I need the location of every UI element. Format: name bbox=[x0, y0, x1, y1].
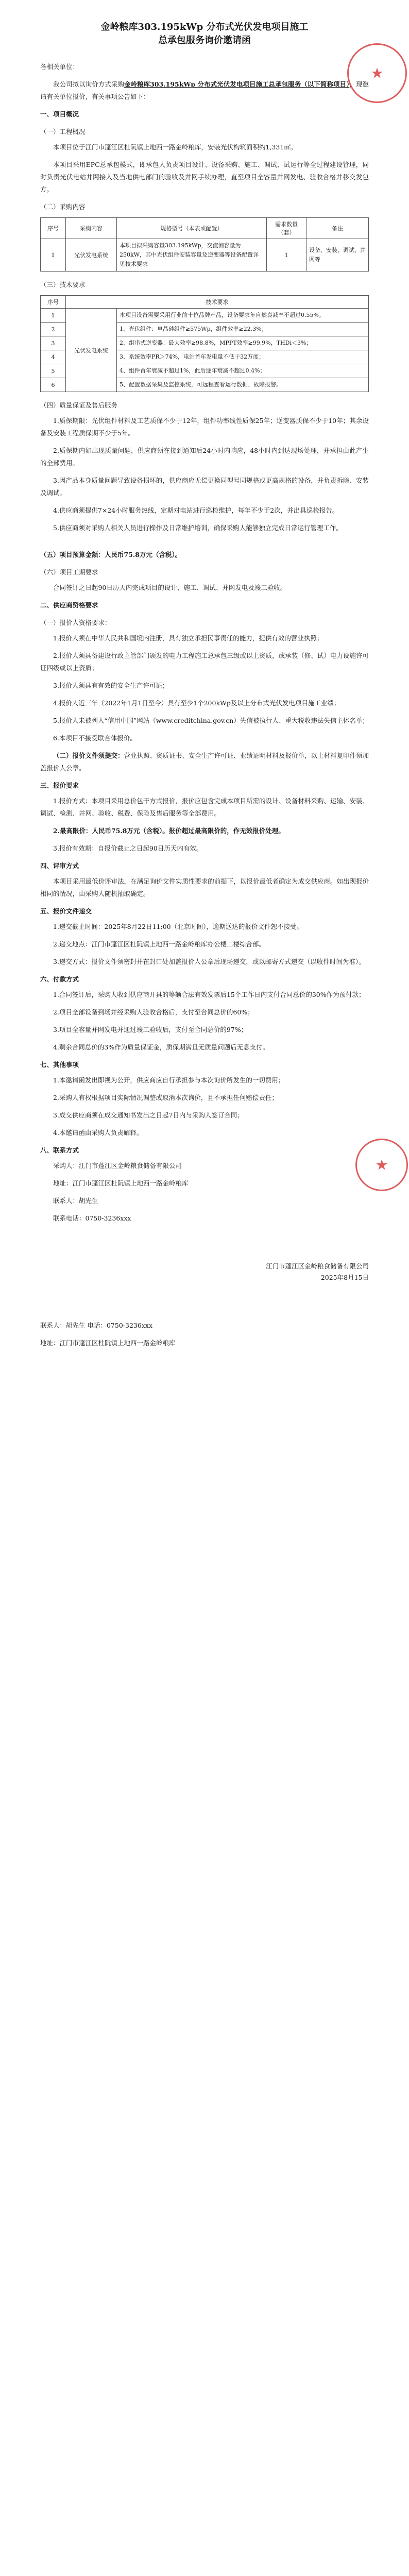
payment-item: 3.项目全容量并网发电并通过竣工验收后，支付至合同总价的97%； bbox=[53, 1026, 248, 1033]
section-4-heading: 四、评审方式 bbox=[40, 862, 79, 870]
seal-star-icon: ★ bbox=[370, 64, 384, 82]
qualification-intro: （一）报价人资格要求： bbox=[40, 619, 111, 626]
section-3-heading: 三、报价要求 bbox=[40, 782, 79, 789]
contact-line: 地址：江门市蓬江区杜阮镇上地西一路金岭粮库 bbox=[53, 1179, 189, 1187]
table-row: 4 3、系统效率PR＞74%，电站首年发电量不低于32万度； bbox=[41, 350, 369, 364]
submission-item: 1.递交截止时间：2025年8月22日11:00（北京时间），逾期送达的报价文件恕不接受。 bbox=[53, 923, 303, 930]
price-item: 3.报价有效期：自报价截止之日起90日历天内有效。 bbox=[53, 844, 203, 852]
paragraph-period: 合同签订之日起90日历天内完成项目的设计、施工、调试、并网发电及竣工验收。 bbox=[53, 584, 287, 591]
warranty-item: 2.质保期内如出现质量问题，供应商须在接到通知后24小时内响应，48小时内到达现场处理，并承担由此产生的全部费用。 bbox=[40, 447, 369, 467]
submission-item: 2.递交地点：江门市蓬江区杜阮镇上地西一路金岭粮库办公楼二楼综合部。 bbox=[53, 940, 265, 948]
warranty-item: 5.供应商须对采购人相关人员进行操作及日常维护培训，确保采购人能够独立完成日常运行管理工作。 bbox=[53, 524, 343, 532]
price-item: 2.最高限价：人民币75.8万元（含税）。报价超过最高限价的，作无效报价处理。 bbox=[53, 827, 285, 835]
submission-item: 3.递交方式：报价文件须密封并在封口处加盖报价人公章后现场递交，或以邮寄方式递交（以收件时间为准）。 bbox=[53, 958, 365, 965]
contact-line: 采购人：江门市蓬江区金岭粮食储备有限公司 bbox=[53, 1162, 182, 1170]
qualification-item: 3.报价人须具有有效的安全生产许可证； bbox=[53, 682, 169, 689]
tech-table-header: 序号 技术要求 bbox=[41, 296, 369, 309]
table-row: 1 光伏发电系统 本项目设备需要采用行业前十位品牌产品，设备要求年自然衰减率不超过0.55%。 bbox=[41, 309, 369, 323]
technical-requirements-table bbox=[40, 295, 369, 392]
payment-item: 2.项目全部设备到场并经采购人验收合格后，支付至合同总价的60%； bbox=[53, 1008, 254, 1016]
other-item: 1.本邀请函发出即视为公开，供应商应自行承担参与本次询价所发生的一切费用； bbox=[53, 1076, 285, 1084]
other-item: 2.采购人有权根据项目实际情况调整或取消本次询价，且不承担任何赔偿责任； bbox=[53, 1094, 278, 1101]
section-5-heading: 五、报价文件递交 bbox=[40, 907, 92, 915]
title-line-2: 总承包服务询价邀请函 bbox=[158, 35, 251, 46]
footer-contact: 联系人：胡先生 电话：0750-3236xxx bbox=[40, 1321, 152, 1329]
contact-line: 联系人：胡先生 bbox=[53, 1197, 98, 1205]
subsection-budget: （五）项目预算金额：人民币75.8万元（含税）。 bbox=[40, 551, 182, 558]
other-item: 4.本邀请函由采购人负责解释。 bbox=[53, 1129, 143, 1137]
seal-stamp-middle bbox=[355, 1139, 408, 1191]
price-item: 1.报价方式：本项目采用总价包干方式报价，报价应包含完成本项目所需的设计、设备材料采购、运输、安装、调试、检测、并网、验收、税费、保险及售后服务等全部费用。 bbox=[40, 797, 369, 817]
signature-date: 2025年8月15日 bbox=[320, 1274, 369, 1281]
qualification-item: 6.本项目不接受联合体报价。 bbox=[53, 734, 137, 742]
contact-line: 联系电话：0750-3236xxx bbox=[53, 1214, 131, 1222]
signature-company: 江门市蓬江区金岭粮食储备有限公司 bbox=[265, 1262, 369, 1270]
salutation: 各相关单位： bbox=[40, 63, 79, 71]
paragraph-location: 本项目位于江门市蓬江区杜阮镇上地西一路金岭粮库，安装光伏构筑面积约1,331㎡。 bbox=[53, 143, 297, 151]
payment-item: 4.剩余合同总价的3%作为质量保证金，质保期满且无质量问题后无息支付。 bbox=[53, 1043, 269, 1051]
subsection-warranty: （四）质量保证及售后服务 bbox=[40, 401, 118, 409]
warranty-item: 4.供应商须提供7×24小时服务热线，定期对电站进行巡检维护，每年不少于2次，并出具巡检报告。 bbox=[53, 506, 339, 514]
title-line-1: 金岭粮库303.195kWp 分布式光伏发电项目施工 bbox=[100, 22, 309, 32]
seal-star-icon: ★ bbox=[375, 1156, 388, 1174]
table-row: 5 4、组件首年衰减不超过1%，此后逐年衰减不超过0.4%； bbox=[41, 364, 369, 378]
paragraph-epc-mode: 本项目采用EPC总承包模式，即承包人负责项目设计、设备采购、施工、调试、试运行等全过程建设管理，同时负责光伏电站并网接入及当地供电部门的验收及并网手续办理，直至项目全容量并网发电、验收合格并移交发包方。 bbox=[40, 161, 369, 193]
other-item: 3.成交供应商须在成交通知书发出之日起7日内与采购人签订合同； bbox=[53, 1111, 244, 1119]
qualification-note: （二）报价文件须提交：营业执照、资质证书、安全生产许可证、业绩证明材料及报价单，以上材料复印件须加盖报价人公章。 bbox=[40, 752, 369, 772]
section-7-heading: 七、其他事项 bbox=[40, 1061, 79, 1069]
subsection-period: （六）项目工期要求 bbox=[40, 568, 98, 576]
qualification-item: 4.报价人近三年（2022年1月1日至今）具有至少1个200kWp及以上分布式光伏发电项目施工业绩； bbox=[53, 699, 340, 707]
qualification-item: 5.报价人未被列入“信用中国”网站（www.creditchina.gov.cn）失信被执行人、重大税收违法失信主体名单； bbox=[53, 717, 369, 724]
subsection-procurement-content: （二）采购内容 bbox=[40, 203, 86, 211]
subsection-project-overview: （一）工程概况 bbox=[40, 128, 86, 135]
footer-address: 地址：江门市蓬江区杜阮镇上地西一路金岭粮库 bbox=[40, 1339, 176, 1347]
procurement-table-header: 序号 采购内容 规格型号（本表或配置） 需求数量（套） 备注 bbox=[41, 218, 369, 239]
qualification-item: 2.报价人须具备建设行政主管部门颁发的电力工程施工总承包三级或以上资质，或承装（修、试）电力设施许可证四级或以上资质； bbox=[40, 652, 369, 672]
table-row: 3 2、组串式逆变器：最大效率≥98.8%，MPPT效率≥99.9%，THDi＜3%； bbox=[41, 336, 369, 350]
document-body bbox=[40, 21, 369, 1354]
section-2-heading: 二、供应商资格要求 bbox=[40, 601, 98, 609]
seal-stamp-top bbox=[347, 43, 407, 103]
project-name: 金岭粮库303.195kWp 分布式光伏发电项目施工总承包服务（以下简称项目） bbox=[124, 80, 350, 88]
document-title bbox=[40, 21, 369, 47]
qualification-item: 1.报价人须在中华人民共和国境内注册，具有独立承担民事责任的能力，提供有效的营业执照； bbox=[53, 634, 323, 642]
warranty-item: 3.因产品本身质量问题导致设备损坏的，供应商应无偿更换同型号同规格或更高规格的设备，并负责拆除、安装及调试。 bbox=[40, 477, 369, 497]
section-6-heading: 六、付款方式 bbox=[40, 975, 79, 983]
payment-item: 1.合同签订后，采购人收到供应商开具的等额合法有效发票后15个工作日内支付合同总价的30%作为预付款； bbox=[53, 991, 365, 998]
section-8-heading: 八、联系方式 bbox=[40, 1146, 79, 1154]
section-1-heading: 一、项目概况 bbox=[40, 110, 79, 118]
table-row: 1 光伏发电系统 本项目拟采购容量303.195kWp，交流侧容量为250kW，其中光伏组件安装容量及逆变器等设备配置详见技术要求 1 设备、安装、调试、并网等 bbox=[41, 239, 369, 272]
procurement-table bbox=[40, 217, 369, 272]
subsection-technical-requirements: （三）技术要求 bbox=[40, 281, 86, 289]
table-row: 6 5、配置数据采集及监控系统，可远程查看运行数据、故障报警。 bbox=[41, 378, 369, 392]
intro-paragraph: 我公司拟以询价方式采购金岭粮库303.195kWp 分布式光伏发电项目施工总承包服务（以下简称项目），现邀请有关单位报价，有关事项公告如下： bbox=[40, 80, 369, 100]
evaluation-paragraph: 本项目采用最低价评审法，在满足询价文件实质性要求的前提下，以报价最低者确定为成交供应商。如出现报价相同的情况，由采购人随机抽取确定。 bbox=[40, 877, 369, 897]
warranty-item: 1.质保期限：光伏组件材料及工艺质保不少于12年，组件功率线性质保25年；逆变器质保不少于10年；其余设备及安装工程质保期不少于5年。 bbox=[40, 417, 369, 437]
table-row: 2 1、光伏组件：单晶硅组件≥575Wp，组件效率≥22.3%； bbox=[41, 323, 369, 336]
